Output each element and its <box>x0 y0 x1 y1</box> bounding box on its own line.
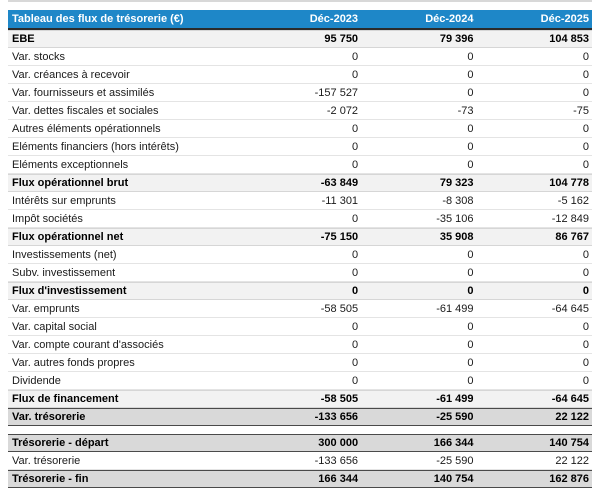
cell-value: 0 <box>351 338 359 351</box>
table-row <box>8 192 592 210</box>
table-row <box>8 336 592 354</box>
column-header-dec-2025: Déc-2025 <box>540 13 589 25</box>
row-label: Var. stocks <box>12 50 65 63</box>
row-label: Var. fournisseurs et assimilés <box>12 86 155 99</box>
cell-value: -63 849 <box>320 177 359 189</box>
cell-value: -2 072 <box>326 104 359 117</box>
cell-value: -61 499 <box>436 302 474 315</box>
cell-value: 0 <box>582 122 589 135</box>
cell-value: -133 656 <box>314 454 359 467</box>
cell-value: 79 396 <box>439 33 474 45</box>
row-label: Var. autres fonds propres <box>12 356 135 369</box>
cell-value: 0 <box>467 374 474 387</box>
cell-value: 0 <box>582 266 589 279</box>
cell-value: 0 <box>351 68 359 81</box>
row-label: EBE <box>12 33 35 45</box>
cell-value: 0 <box>467 338 474 351</box>
cell-value: 0 <box>351 356 359 369</box>
cell-value: -61 499 <box>436 393 474 405</box>
cell-value: 0 <box>467 356 474 369</box>
cell-value: 104 778 <box>549 177 589 189</box>
cell-value: -133 656 <box>314 411 359 423</box>
table-row <box>8 156 592 174</box>
table-row <box>8 228 592 246</box>
cell-value: 0 <box>351 50 359 63</box>
table-body <box>8 30 592 426</box>
table-row <box>8 120 592 138</box>
table-row <box>8 246 592 264</box>
cell-value: 0 <box>351 374 359 387</box>
cell-value: 0 <box>467 68 474 81</box>
cell-value: -8 308 <box>442 194 474 207</box>
row-label: Subv. investissement <box>12 266 116 279</box>
row-label: Impôt sociétés <box>12 212 83 225</box>
cell-value: 166 344 <box>433 437 474 449</box>
row-label: Flux opérationnel net <box>12 231 124 243</box>
row-label: Flux de financement <box>12 393 119 405</box>
cell-value: 140 754 <box>549 437 589 449</box>
row-label: Autres éléments opérationnels <box>12 122 161 135</box>
cell-value: 140 754 <box>433 473 474 485</box>
table-row <box>8 282 592 300</box>
row-label: Flux opérationnel brut <box>12 177 129 189</box>
table-row <box>8 138 592 156</box>
column-header-dec-2024: Déc-2024 <box>425 13 474 25</box>
cell-value: 0 <box>467 140 474 153</box>
cell-value: -73 <box>457 104 474 117</box>
table-title: Tableau des flux de trésorerie (€) <box>12 13 184 25</box>
table-row <box>8 452 592 470</box>
cell-value: 0 <box>582 86 589 99</box>
row-label: Var. trésorerie <box>12 454 81 467</box>
cell-value: 0 <box>351 285 359 297</box>
cell-value: 0 <box>582 356 589 369</box>
row-label: Eléments exceptionnels <box>12 158 129 171</box>
row-label: Var. capital social <box>12 320 97 333</box>
cell-value: 0 <box>351 140 359 153</box>
cell-value: 0 <box>582 338 589 351</box>
cell-value: 0 <box>582 140 589 153</box>
cell-value: 0 <box>351 158 359 171</box>
table-row <box>8 470 592 488</box>
table-row <box>8 372 592 390</box>
table-row <box>8 66 592 84</box>
row-label: Var. emprunts <box>12 302 80 315</box>
cell-value: 0 <box>351 212 359 225</box>
cell-value: 0 <box>467 158 474 171</box>
table-row <box>8 30 592 48</box>
table-row <box>8 408 592 426</box>
row-label: Trésorerie - départ <box>12 437 109 449</box>
top-divider <box>8 0 592 2</box>
table-header-row <box>8 10 592 30</box>
cell-value: 0 <box>351 248 359 261</box>
cell-value: -64 645 <box>551 393 589 405</box>
cell-value: 0 <box>467 285 474 297</box>
cell-value: -35 106 <box>436 212 474 225</box>
table-row <box>8 264 592 282</box>
cell-value: 79 323 <box>439 177 474 189</box>
table-row <box>8 210 592 228</box>
cell-value: 95 750 <box>324 33 359 45</box>
cell-value: 0 <box>582 374 589 387</box>
row-label: Var. compte courant d'associés <box>12 338 164 351</box>
cell-value: 0 <box>582 68 589 81</box>
table-summary <box>8 434 592 488</box>
cell-value: 0 <box>582 50 589 63</box>
table-row <box>8 354 592 372</box>
cell-value: 0 <box>467 248 474 261</box>
cell-value: 0 <box>467 122 474 135</box>
cell-value: 0 <box>582 285 589 297</box>
cell-value: 166 344 <box>318 473 359 485</box>
table-row <box>8 48 592 66</box>
row-label: Flux d'investissement <box>12 285 127 297</box>
row-label: Intérêts sur emprunts <box>12 194 116 207</box>
table-row <box>8 318 592 336</box>
cell-value: 86 767 <box>555 231 589 243</box>
cell-value: 104 853 <box>549 33 589 45</box>
cell-value: 22 122 <box>555 411 589 423</box>
cell-value: 35 908 <box>439 231 474 243</box>
cell-value: 0 <box>351 122 359 135</box>
cell-value: 0 <box>582 248 589 261</box>
row-label: Var. trésorerie <box>12 411 86 423</box>
column-header-dec-2023: Déc-2023 <box>309 13 359 25</box>
cell-value: 300 000 <box>318 437 359 449</box>
row-label: Eléments financiers (hors intérêts) <box>12 140 179 153</box>
cell-value: 0 <box>582 158 589 171</box>
cell-value: -58 505 <box>320 393 359 405</box>
cell-value: 0 <box>467 50 474 63</box>
cell-value: -25 590 <box>436 454 474 467</box>
row-label: Dividende <box>12 374 61 387</box>
cell-value: 162 876 <box>549 473 589 485</box>
cell-value: -64 645 <box>551 302 589 315</box>
table-row <box>8 390 592 408</box>
cell-value: 0 <box>467 266 474 279</box>
row-label: Var. dettes fiscales et sociales <box>12 104 159 117</box>
cell-value: -11 301 <box>321 194 359 207</box>
cell-value: -12 849 <box>551 212 589 225</box>
cell-value: -157 527 <box>314 86 359 99</box>
cash-flow-table <box>8 10 592 488</box>
cell-value: -58 505 <box>320 302 359 315</box>
table-row <box>8 434 592 452</box>
cell-value: -75 150 <box>320 231 359 243</box>
row-label: Var. créances à recevoir <box>12 68 130 81</box>
cell-value: -75 <box>573 104 589 117</box>
table-row <box>8 174 592 192</box>
row-label: Investissements (net) <box>12 248 117 261</box>
table-row <box>8 84 592 102</box>
table-row <box>8 102 592 120</box>
cell-value: -5 162 <box>557 194 589 207</box>
cell-value: 0 <box>351 320 359 333</box>
table-row <box>8 300 592 318</box>
cell-value: 22 122 <box>555 454 589 467</box>
cell-value: -25 590 <box>436 411 474 423</box>
section-spacer <box>8 426 592 434</box>
cell-value: 0 <box>351 266 359 279</box>
row-label: Trésorerie - fin <box>12 473 89 485</box>
cell-value: 0 <box>467 86 474 99</box>
cell-value: 0 <box>582 320 589 333</box>
cell-value: 0 <box>467 320 474 333</box>
